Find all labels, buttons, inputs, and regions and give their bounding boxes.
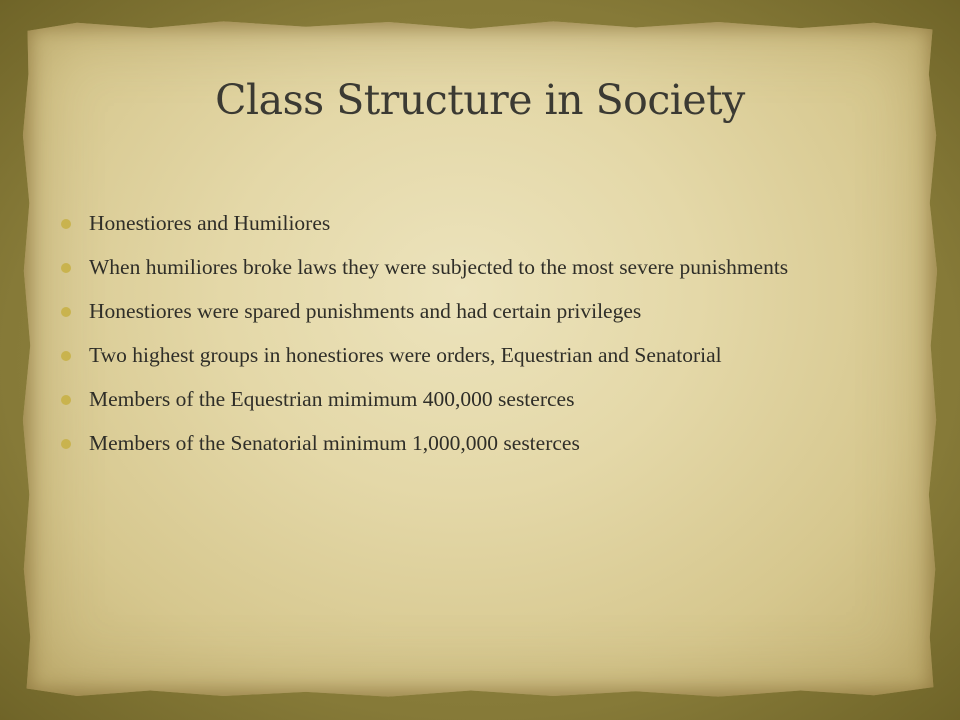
bullet-item: [58, 208, 878, 238]
bullet-item: [58, 428, 878, 458]
slide-title: Class Structure in Society: [215, 76, 745, 124]
bullet-dot-icon: [61, 351, 71, 361]
bullet-text: Members of the Senatorial minimum 1,000,000 sesterces: [89, 431, 580, 455]
bullet-list: [58, 208, 878, 472]
bullet-item: [58, 252, 878, 282]
bullet-text: Members of the Equestrian mimimum 400,000 sesterces: [89, 387, 575, 411]
bullet-item: [58, 296, 878, 326]
bullet-text: When humiliores broke laws they were subjected to the most severe punishments: [89, 255, 789, 279]
bullet-item: [58, 340, 878, 370]
bullet-item: [58, 384, 878, 414]
bullet-dot-icon: [61, 307, 71, 317]
bullet-text: Honestiores were spared punishments and had certain privileges: [89, 299, 642, 323]
bullet-dot-icon: [61, 263, 71, 273]
bullet-dot-icon: [61, 439, 71, 449]
bullet-text: Two highest groups in honestiores were orders, Equestrian and Senatorial: [89, 343, 722, 367]
bullet-dot-icon: [61, 395, 71, 405]
bullet-text: Honestiores and Humiliores: [89, 211, 331, 235]
bullet-dot-icon: [61, 219, 71, 229]
